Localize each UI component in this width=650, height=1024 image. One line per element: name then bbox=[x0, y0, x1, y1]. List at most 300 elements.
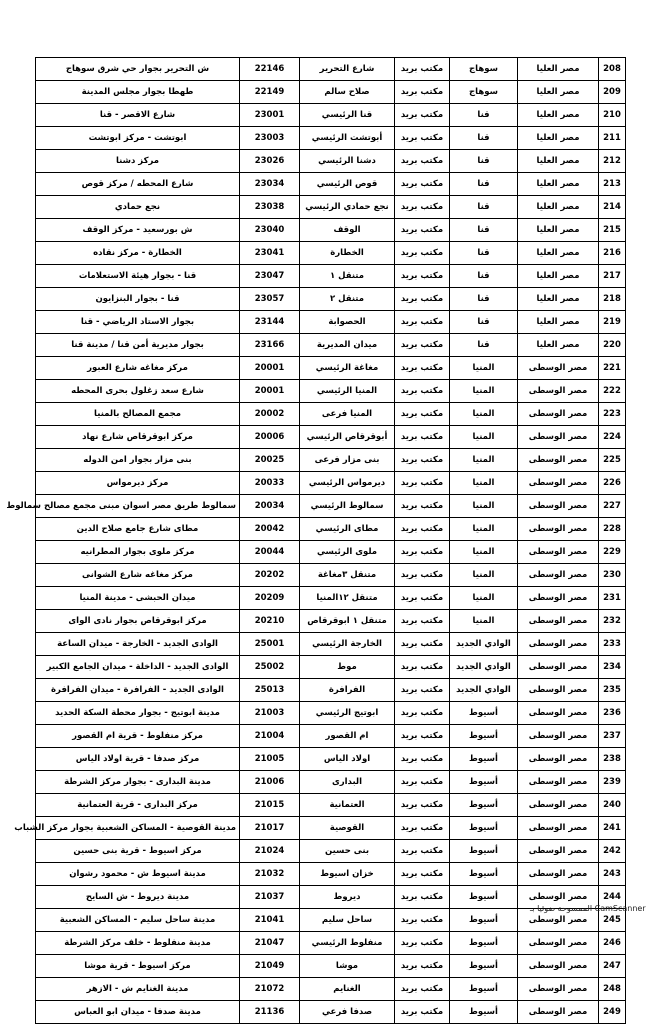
postal-code-cell: 23001 bbox=[240, 104, 300, 127]
row-number-cell: 217 bbox=[599, 265, 626, 288]
row-number-cell: 240 bbox=[599, 794, 626, 817]
postal-code-cell: 23040 bbox=[240, 219, 300, 242]
office-type-cell: مكتب بريد bbox=[395, 656, 450, 679]
postal-code-cell: 21003 bbox=[240, 702, 300, 725]
office-name-cell: مطاى الرئيسي bbox=[300, 518, 395, 541]
address-cell: مركز ابوقرقاص بجوار نادى الواى bbox=[36, 610, 240, 633]
office-name-cell: الخارجة الرئيسي bbox=[300, 633, 395, 656]
row-number-cell: 222 bbox=[599, 380, 626, 403]
office-type-cell: مكتب بريد bbox=[395, 1001, 450, 1024]
post-office-table bbox=[6, 57, 625, 1024]
region-cell: مصر الوسطى bbox=[518, 794, 599, 817]
row-number-cell: 236 bbox=[599, 702, 626, 725]
office-name-cell: بنى مزار فرعى bbox=[300, 449, 395, 472]
postal-code-cell: 20025 bbox=[240, 449, 300, 472]
row-number-cell: 211 bbox=[599, 127, 626, 150]
office-name-cell: مغاغة الرئيسي bbox=[300, 357, 395, 380]
region-cell: مصر العليا bbox=[518, 334, 599, 357]
row-number-cell: 210 bbox=[599, 104, 626, 127]
office-type-cell: مكتب بريد bbox=[395, 955, 450, 978]
governorate-cell: المنيا bbox=[450, 541, 518, 564]
office-type-cell: مكتب بريد bbox=[395, 794, 450, 817]
address-cell: ميدان الحبشى - مدينة المنيا bbox=[36, 587, 240, 610]
table-row bbox=[36, 449, 626, 472]
region-cell: مصر العليا bbox=[518, 219, 599, 242]
office-type-cell: مكتب بريد bbox=[395, 978, 450, 1001]
office-type-cell: مكتب بريد bbox=[395, 265, 450, 288]
postal-code-cell: 21049 bbox=[240, 955, 300, 978]
office-type-cell: مكتب بريد bbox=[395, 127, 450, 150]
governorate-cell: قنا bbox=[450, 127, 518, 150]
address-cell: مدينة القوصية - المساكن الشعبية بجوار مركز الشباب bbox=[36, 817, 240, 840]
governorate-cell: قنا bbox=[450, 265, 518, 288]
region-cell: مصر الوسطى bbox=[518, 541, 599, 564]
table-row bbox=[36, 403, 626, 426]
governorate-cell: قنا bbox=[450, 173, 518, 196]
postal-code-cell: 23047 bbox=[240, 265, 300, 288]
address-cell: نجع حمادي bbox=[36, 196, 240, 219]
office-name-cell: موشا bbox=[300, 955, 395, 978]
office-type-cell: مكتب بريد bbox=[395, 564, 450, 587]
postal-code-cell: 21004 bbox=[240, 725, 300, 748]
region-cell: مصر الوسطى bbox=[518, 426, 599, 449]
address-cell: مدينة الغنايم ش - الازهر bbox=[36, 978, 240, 1001]
region-cell: مصر الوسطى bbox=[518, 909, 599, 932]
region-cell: مصر الوسطى bbox=[518, 955, 599, 978]
region-cell: مصر الوسطى bbox=[518, 518, 599, 541]
office-name-cell: البدارى bbox=[300, 771, 395, 794]
table-row bbox=[36, 472, 626, 495]
region-cell: مصر الوسطى bbox=[518, 564, 599, 587]
table-row bbox=[36, 265, 626, 288]
postal-code-cell: 23166 bbox=[240, 334, 300, 357]
row-number-cell: 230 bbox=[599, 564, 626, 587]
office-type-cell: مكتب بريد bbox=[395, 104, 450, 127]
postal-code-cell: 21017 bbox=[240, 817, 300, 840]
region-cell: مصر الوسطى bbox=[518, 817, 599, 840]
office-name-cell: أبوتشت الرئيسي bbox=[300, 127, 395, 150]
row-number-cell: 247 bbox=[599, 955, 626, 978]
table-row bbox=[36, 150, 626, 173]
region-cell: مصر الوسطى bbox=[518, 357, 599, 380]
address-cell: مدينة ساحل سليم - المساكن الشعبية bbox=[36, 909, 240, 932]
table-row bbox=[36, 495, 626, 518]
table-row bbox=[36, 288, 626, 311]
postal-code-cell: 20044 bbox=[240, 541, 300, 564]
postal-code-cell: 20042 bbox=[240, 518, 300, 541]
address-cell: مدينة اسيوط ش - محمود رشوان bbox=[36, 863, 240, 886]
table-row bbox=[36, 932, 626, 955]
table-row bbox=[36, 817, 626, 840]
office-name-cell: الوقف bbox=[300, 219, 395, 242]
postal-code-cell: 20034 bbox=[240, 495, 300, 518]
address-cell: شارع سعد زغلول بحرى المحطه bbox=[36, 380, 240, 403]
office-type-cell: مكتب بريد bbox=[395, 518, 450, 541]
region-cell: مصر الوسطى bbox=[518, 840, 599, 863]
row-number-cell: 214 bbox=[599, 196, 626, 219]
governorate-cell: المنيا bbox=[450, 357, 518, 380]
row-number-cell: 232 bbox=[599, 610, 626, 633]
postal-code-cell: 22149 bbox=[240, 81, 300, 104]
address-cell: قنا - بجوار البنزايون bbox=[36, 288, 240, 311]
postal-code-cell: 21005 bbox=[240, 748, 300, 771]
governorate-cell: أسيوط bbox=[450, 725, 518, 748]
postal-code-cell: 23038 bbox=[240, 196, 300, 219]
office-type-cell: مكتب بريد bbox=[395, 587, 450, 610]
postal-code-cell: 20001 bbox=[240, 357, 300, 380]
region-cell: مصر الوسطى bbox=[518, 702, 599, 725]
governorate-cell: قنا bbox=[450, 104, 518, 127]
row-number-cell: 235 bbox=[599, 679, 626, 702]
region-cell: مصر الوسطى bbox=[518, 978, 599, 1001]
table-row bbox=[36, 426, 626, 449]
governorate-cell: أسيوط bbox=[450, 932, 518, 955]
office-type-cell: مكتب بريد bbox=[395, 725, 450, 748]
office-type-cell: مكتب بريد bbox=[395, 771, 450, 794]
region-cell: مصر الوسطى bbox=[518, 403, 599, 426]
governorate-cell: الوادي الجديد bbox=[450, 679, 518, 702]
postal-code-cell: 20033 bbox=[240, 472, 300, 495]
governorate-cell: قنا bbox=[450, 242, 518, 265]
region-cell: مصر الوسطى bbox=[518, 886, 599, 909]
office-name-cell: ساحل سليم bbox=[300, 909, 395, 932]
governorate-cell: أسيوط bbox=[450, 978, 518, 1001]
region-cell: مصر العليا bbox=[518, 288, 599, 311]
table-row bbox=[36, 357, 626, 380]
office-type-cell: مكتب بريد bbox=[395, 173, 450, 196]
row-number-cell: 231 bbox=[599, 587, 626, 610]
postal-code-cell: 21136 bbox=[240, 1001, 300, 1024]
address-cell: شارع الاقصر - قنا bbox=[36, 104, 240, 127]
governorate-cell: المنيا bbox=[450, 610, 518, 633]
address-cell: الوادى الجديد - الخارجة - ميدان الساعة bbox=[36, 633, 240, 656]
office-name-cell: قوص الرئيسي bbox=[300, 173, 395, 196]
address-cell: مركز صدفا - قرية اولاد الياس bbox=[36, 748, 240, 771]
governorate-cell: المنيا bbox=[450, 426, 518, 449]
table-row bbox=[36, 518, 626, 541]
governorate-cell: قنا bbox=[450, 288, 518, 311]
region-cell: مصر العليا bbox=[518, 196, 599, 219]
region-cell: مصر الوسطى bbox=[518, 495, 599, 518]
office-type-cell: مكتب بريد bbox=[395, 610, 450, 633]
address-cell: مدينة منفلوط - خلف مركز الشرطة bbox=[36, 932, 240, 955]
row-number-cell: 249 bbox=[599, 1001, 626, 1024]
postal-code-cell: 20210 bbox=[240, 610, 300, 633]
address-cell: مركز البدارى - قرية العتمانية bbox=[36, 794, 240, 817]
region-cell: مصر الوسطى bbox=[518, 610, 599, 633]
governorate-cell: أسيوط bbox=[450, 771, 518, 794]
address-cell: مركز اسيوط - قرية موشا bbox=[36, 955, 240, 978]
governorate-cell: أسيوط bbox=[450, 748, 518, 771]
postal-code-cell: 21072 bbox=[240, 978, 300, 1001]
region-cell: مصر العليا bbox=[518, 150, 599, 173]
postal-code-cell: 23144 bbox=[240, 311, 300, 334]
governorate-cell: الوادي الجديد bbox=[450, 656, 518, 679]
governorate-cell: سوهاج bbox=[450, 58, 518, 81]
office-name-cell: ابوتيج الرئيسي bbox=[300, 702, 395, 725]
table-row bbox=[36, 196, 626, 219]
table-row bbox=[36, 748, 626, 771]
table-row bbox=[36, 541, 626, 564]
region-cell: مصر الوسطى bbox=[518, 771, 599, 794]
office-name-cell: الفرافرة bbox=[300, 679, 395, 702]
office-type-cell: مكتب بريد bbox=[395, 357, 450, 380]
row-number-cell: 246 bbox=[599, 932, 626, 955]
office-type-cell: مكتب بريد bbox=[395, 196, 450, 219]
office-name-cell: الغنايم bbox=[300, 978, 395, 1001]
table-row bbox=[36, 840, 626, 863]
office-type-cell: مكتب بريد bbox=[395, 886, 450, 909]
postal-code-cell: 20006 bbox=[240, 426, 300, 449]
region-cell: مصر العليا bbox=[518, 265, 599, 288]
region-cell: مصر الوسطى bbox=[518, 863, 599, 886]
office-type-cell: مكتب بريد bbox=[395, 449, 450, 472]
row-number-cell: 209 bbox=[599, 81, 626, 104]
office-type-cell: مكتب بريد bbox=[395, 81, 450, 104]
postal-code-cell: 20001 bbox=[240, 380, 300, 403]
office-name-cell: سمالوط الرئيسي bbox=[300, 495, 395, 518]
row-number-cell: 234 bbox=[599, 656, 626, 679]
row-number-cell: 226 bbox=[599, 472, 626, 495]
office-name-cell: الخطارة bbox=[300, 242, 395, 265]
office-name-cell: منفلوط الرئيسي bbox=[300, 932, 395, 955]
office-name-cell: صلاح سالم bbox=[300, 81, 395, 104]
table-row bbox=[36, 656, 626, 679]
postal-code-cell: 23003 bbox=[240, 127, 300, 150]
table-row bbox=[36, 587, 626, 610]
governorate-cell: قنا bbox=[450, 219, 518, 242]
region-cell: مصر الوسطى bbox=[518, 449, 599, 472]
governorate-cell: المنيا bbox=[450, 472, 518, 495]
address-cell: مدينة البدارى - بجوار مركز الشرطة bbox=[36, 771, 240, 794]
office-name-cell: متنقل ١ bbox=[300, 265, 395, 288]
postal-code-cell: 21024 bbox=[240, 840, 300, 863]
office-type-cell: مكتب بريد bbox=[395, 403, 450, 426]
office-type-cell: مكتب بريد bbox=[395, 219, 450, 242]
office-type-cell: مكتب بريد bbox=[395, 909, 450, 932]
row-number-cell: 248 bbox=[599, 978, 626, 1001]
address-cell: مركز منفلوط - قرية ام القصور bbox=[36, 725, 240, 748]
region-cell: مصر العليا bbox=[518, 81, 599, 104]
governorate-cell: قنا bbox=[450, 311, 518, 334]
row-number-cell: 238 bbox=[599, 748, 626, 771]
row-number-cell: 223 bbox=[599, 403, 626, 426]
governorate-cell: المنيا bbox=[450, 449, 518, 472]
address-cell: بجوار الاستاد الرياضي - قنا bbox=[36, 311, 240, 334]
governorate-cell: أسيوط bbox=[450, 886, 518, 909]
office-type-cell: مكتب بريد bbox=[395, 863, 450, 886]
row-number-cell: 227 bbox=[599, 495, 626, 518]
scanner-watermark: الممسوحة ضوئيا بـ CamScanner bbox=[530, 904, 646, 913]
region-cell: مصر العليا bbox=[518, 311, 599, 334]
address-cell: الخطارة - مركز نقاده bbox=[36, 242, 240, 265]
address-cell: سمالوط طريق مصر اسوان مبنى مجمع مصالح سمالوط bbox=[36, 495, 240, 518]
governorate-cell: المنيا bbox=[450, 495, 518, 518]
office-type-cell: مكتب بريد bbox=[395, 541, 450, 564]
region-cell: مصر الوسطى bbox=[518, 587, 599, 610]
region-cell: مصر العليا bbox=[518, 242, 599, 265]
postal-code-cell: 21037 bbox=[240, 886, 300, 909]
address-cell: مطاى شارع جامع صلاح الدين bbox=[36, 518, 240, 541]
office-name-cell: دشنا الرئيسي bbox=[300, 150, 395, 173]
office-name-cell: متنقل ١٢المنيا bbox=[300, 587, 395, 610]
row-number-cell: 220 bbox=[599, 334, 626, 357]
office-type-cell: مكتب بريد bbox=[395, 702, 450, 725]
office-name-cell: متنقل ١ ابوقرقاص bbox=[300, 610, 395, 633]
postal-code-cell: 21041 bbox=[240, 909, 300, 932]
postal-code-cell: 21032 bbox=[240, 863, 300, 886]
table-row bbox=[36, 104, 626, 127]
region-cell: مصر الوسطى bbox=[518, 748, 599, 771]
address-cell: مركز اسيوط - قرية بنى حسين bbox=[36, 840, 240, 863]
table-row bbox=[36, 311, 626, 334]
postal-code-cell: 22146 bbox=[240, 58, 300, 81]
data-table bbox=[6, 57, 626, 1024]
address-cell: ش بورسعيد - مركز الوقف bbox=[36, 219, 240, 242]
postal-code-cell: 20202 bbox=[240, 564, 300, 587]
office-type-cell: مكتب بريد bbox=[395, 748, 450, 771]
governorate-cell: سوهاج bbox=[450, 81, 518, 104]
postal-code-cell: 25013 bbox=[240, 679, 300, 702]
postal-code-cell: 23041 bbox=[240, 242, 300, 265]
row-number-cell: 215 bbox=[599, 219, 626, 242]
region-cell: مصر الوسطى bbox=[518, 932, 599, 955]
office-name-cell: ملوى الرئيسي bbox=[300, 541, 395, 564]
table-row bbox=[36, 564, 626, 587]
governorate-cell: المنيا bbox=[450, 518, 518, 541]
office-name-cell: قنا الرئيسي bbox=[300, 104, 395, 127]
governorate-cell: أسيوط bbox=[450, 863, 518, 886]
address-cell: الوادى الجديد - الداخلة - ميدان الجامع الكبير bbox=[36, 656, 240, 679]
office-name-cell: ديروط bbox=[300, 886, 395, 909]
table-row bbox=[36, 127, 626, 150]
table-row bbox=[36, 794, 626, 817]
governorate-cell: أسيوط bbox=[450, 702, 518, 725]
table-row bbox=[36, 679, 626, 702]
postal-code-cell: 20209 bbox=[240, 587, 300, 610]
postal-code-cell: 25002 bbox=[240, 656, 300, 679]
office-name-cell: شارع التحرير bbox=[300, 58, 395, 81]
office-type-cell: مكتب بريد bbox=[395, 380, 450, 403]
office-name-cell: نجع حمادي الرئيسي bbox=[300, 196, 395, 219]
region-cell: مصر الوسطى bbox=[518, 656, 599, 679]
row-number-cell: 225 bbox=[599, 449, 626, 472]
office-type-cell: مكتب بريد bbox=[395, 58, 450, 81]
governorate-cell: أسيوط bbox=[450, 955, 518, 978]
address-cell: مدينة ابوتيج - بجوار محطة السكة الحديد bbox=[36, 702, 240, 725]
address-cell: مركز دشنا bbox=[36, 150, 240, 173]
row-number-cell: 228 bbox=[599, 518, 626, 541]
office-type-cell: مكتب بريد bbox=[395, 932, 450, 955]
address-cell: مركز مغاغه شارع الشوانى bbox=[36, 564, 240, 587]
address-cell: مدينة صدفا - ميدان ابو العباس bbox=[36, 1001, 240, 1024]
office-name-cell: متنقل ٣مغاغة bbox=[300, 564, 395, 587]
row-number-cell: 218 bbox=[599, 288, 626, 311]
table-row bbox=[36, 219, 626, 242]
office-type-cell: مكتب بريد bbox=[395, 426, 450, 449]
row-number-cell: 241 bbox=[599, 817, 626, 840]
table-row bbox=[36, 173, 626, 196]
office-name-cell: القوصية bbox=[300, 817, 395, 840]
office-type-cell: مكتب بريد bbox=[395, 311, 450, 334]
postal-code-cell: 21047 bbox=[240, 932, 300, 955]
governorate-cell: قنا bbox=[450, 150, 518, 173]
region-cell: مصر الوسطى bbox=[518, 380, 599, 403]
row-number-cell: 244 bbox=[599, 886, 626, 909]
region-cell: مصر الوسطى bbox=[518, 472, 599, 495]
address-cell: قنا - بجوار هيئة الاستعلامات bbox=[36, 265, 240, 288]
office-name-cell: متنقل ٢ bbox=[300, 288, 395, 311]
address-cell: شارع المحطه / مركز قوص bbox=[36, 173, 240, 196]
table-row bbox=[36, 863, 626, 886]
row-number-cell: 221 bbox=[599, 357, 626, 380]
region-cell: مصر العليا bbox=[518, 127, 599, 150]
table-row bbox=[36, 242, 626, 265]
table-row bbox=[36, 978, 626, 1001]
office-type-cell: مكتب بريد bbox=[395, 242, 450, 265]
address-cell: مركز ديرمواس bbox=[36, 472, 240, 495]
table-row bbox=[36, 771, 626, 794]
table-row bbox=[36, 380, 626, 403]
row-number-cell: 219 bbox=[599, 311, 626, 334]
governorate-cell: المنيا bbox=[450, 564, 518, 587]
office-name-cell: بنى حسين bbox=[300, 840, 395, 863]
table-row bbox=[36, 610, 626, 633]
postal-code-cell: 25001 bbox=[240, 633, 300, 656]
row-number-cell: 239 bbox=[599, 771, 626, 794]
row-number-cell: 229 bbox=[599, 541, 626, 564]
table-row bbox=[36, 81, 626, 104]
address-cell: ابوتشت - مركز ابوتشت bbox=[36, 127, 240, 150]
office-name-cell: ميدان المديرية bbox=[300, 334, 395, 357]
table-row bbox=[36, 702, 626, 725]
postal-code-cell: 23026 bbox=[240, 150, 300, 173]
office-type-cell: مكتب بريد bbox=[395, 840, 450, 863]
office-name-cell: موط bbox=[300, 656, 395, 679]
address-cell: مجمع المصالح بالمنيا bbox=[36, 403, 240, 426]
office-type-cell: مكتب بريد bbox=[395, 679, 450, 702]
postal-code-cell: 20002 bbox=[240, 403, 300, 426]
governorate-cell: أسيوط bbox=[450, 794, 518, 817]
table-row bbox=[36, 1001, 626, 1024]
row-number-cell: 242 bbox=[599, 840, 626, 863]
row-number-cell: 245 bbox=[599, 909, 626, 932]
table-row bbox=[36, 334, 626, 357]
office-type-cell: مكتب بريد bbox=[395, 288, 450, 311]
region-cell: مصر الوسطى bbox=[518, 1001, 599, 1024]
office-name-cell: اولاد الياس bbox=[300, 748, 395, 771]
governorate-cell: الوادي الجديد bbox=[450, 633, 518, 656]
region-cell: مصر العليا bbox=[518, 58, 599, 81]
row-number-cell: 233 bbox=[599, 633, 626, 656]
governorate-cell: أسيوط bbox=[450, 840, 518, 863]
governorate-cell: أسيوط bbox=[450, 817, 518, 840]
office-name-cell: ديرمواس الرئيسي bbox=[300, 472, 395, 495]
office-type-cell: مكتب بريد bbox=[395, 334, 450, 357]
row-number-cell: 208 bbox=[599, 58, 626, 81]
row-number-cell: 243 bbox=[599, 863, 626, 886]
postal-code-cell: 23034 bbox=[240, 173, 300, 196]
table-row bbox=[36, 58, 626, 81]
table-row bbox=[36, 633, 626, 656]
office-name-cell: الحصوابة bbox=[300, 311, 395, 334]
row-number-cell: 213 bbox=[599, 173, 626, 196]
office-type-cell: مكتب بريد bbox=[395, 495, 450, 518]
address-cell: ش التحرير بجوار حي شرق سوهاج bbox=[36, 58, 240, 81]
table-row bbox=[36, 725, 626, 748]
office-type-cell: مكتب بريد bbox=[395, 472, 450, 495]
address-cell: مركز ملوى بجوار المطرانيه bbox=[36, 541, 240, 564]
